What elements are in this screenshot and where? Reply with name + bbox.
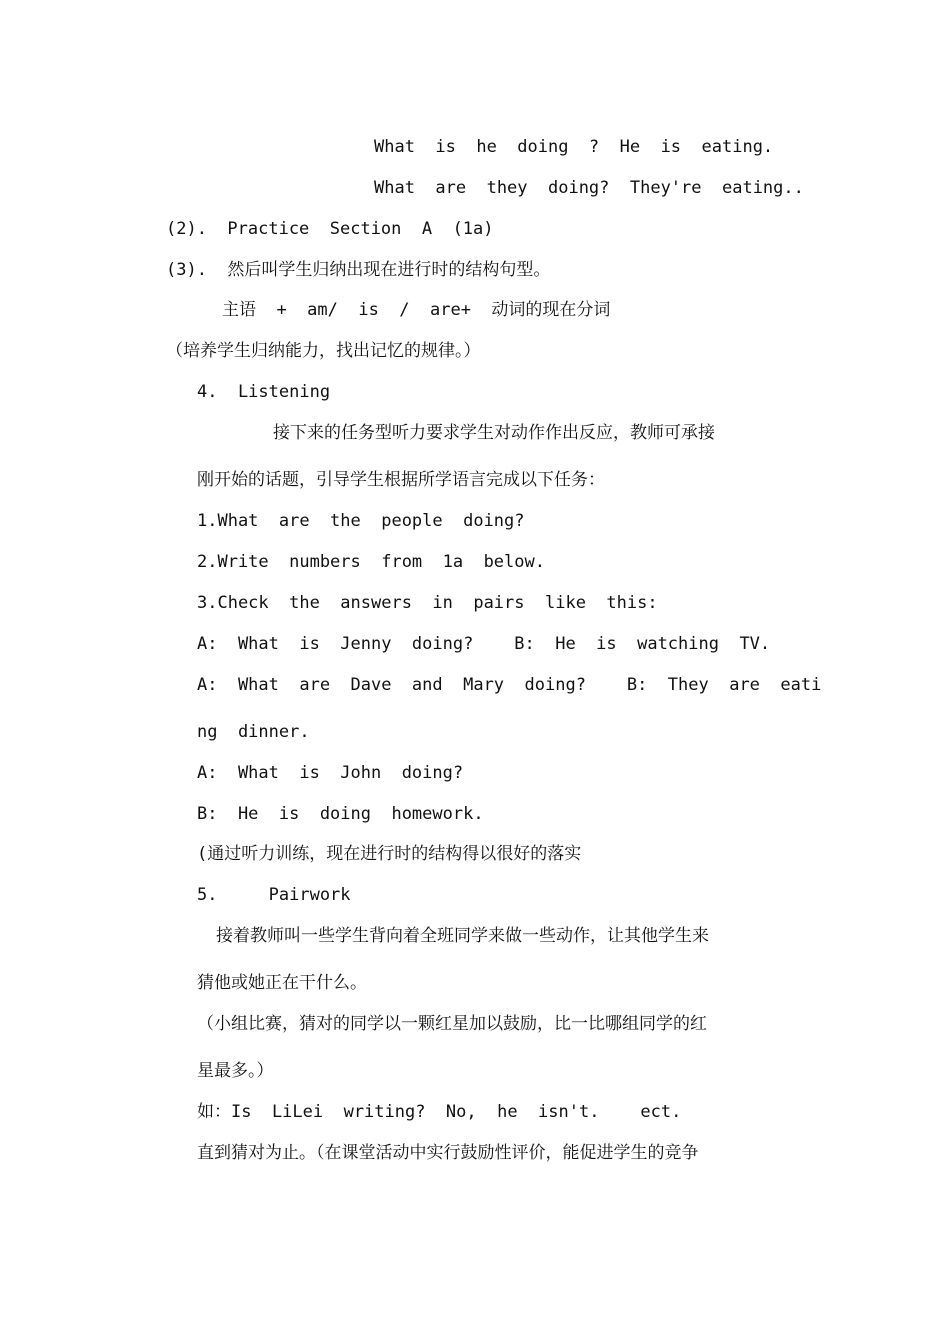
text-line: 4. Listening [197, 382, 331, 402]
text-line: 2.Write numbers from 1a below. [197, 552, 545, 572]
text-line: 3.Check the answers in pairs like this: [197, 593, 658, 613]
text-line: What are they doing? They're eating.. [374, 178, 804, 198]
text-line: 猜他或她正在干什么。 [197, 973, 367, 993]
text-line: 刚开始的话题，引导学生根据所学语言完成以下任务： [197, 470, 605, 490]
text-line: A: What is Jenny doing? B: He is watching TV. [197, 634, 771, 654]
text-line: （培养学生归纳能力，找出记忆的规律。） [166, 341, 481, 361]
text-line: 直到猜对为止。（在课堂活动中实行鼓励性评价，能促进学生的竞争 [197, 1143, 699, 1163]
text-line: A: What is John doing? [197, 763, 464, 783]
text-line: (通过听力训练，现在进行时的结构得以很好的落实 [197, 844, 582, 864]
text-line: 主语 + am/ is / are+ 动词的现在分词 [222, 300, 611, 320]
text-line: What is he doing ? He is eating. [374, 137, 774, 157]
text-line: 1.What are the people doing? [197, 511, 525, 531]
text-line: 5. Pairwork [197, 885, 351, 905]
text-line: 星最多。） [197, 1061, 274, 1081]
text-line: ng dinner. [197, 722, 310, 742]
text-line: 如：Is LiLei writing? No, he isn't. ect. [197, 1102, 682, 1122]
text-line: A: What are Dave and Mary doing? B: They are eati [197, 675, 822, 695]
text-line: (2). Practice Section A (1a) [166, 219, 494, 239]
text-line: (3). 然后叫学生归纳出现在进行时的结构句型。 [166, 260, 551, 280]
text-line: （小组比赛，猜对的同学以一颗红星加以鼓励，比一比哪组同学的红 [197, 1014, 707, 1034]
text-line: 接下来的任务型听力要求学生对动作作出反应，教师可承接 [273, 423, 715, 443]
text-line: B: He is doing homework. [197, 804, 484, 824]
text-line: 接着教师叫一些学生背向着全班同学来做一些动作，让其他学生来 [216, 926, 709, 946]
